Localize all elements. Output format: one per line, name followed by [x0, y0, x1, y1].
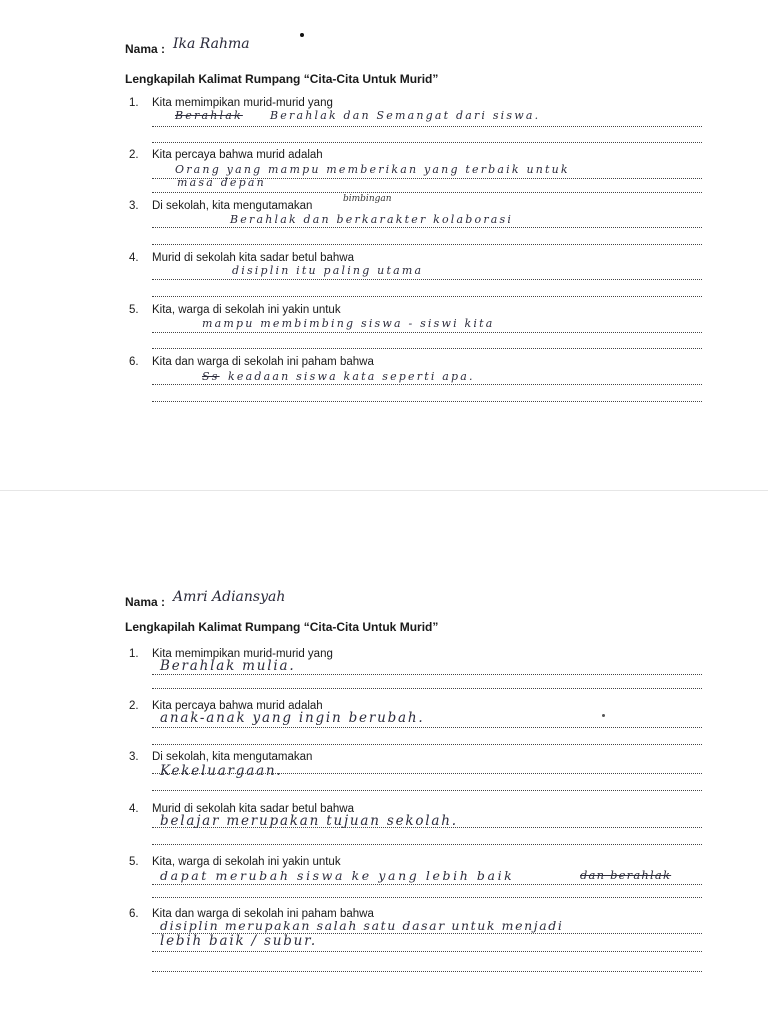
- answer-line: [152, 674, 702, 675]
- answer-line: [152, 126, 702, 127]
- struck-answer: Ss: [202, 370, 220, 383]
- struck-answer: dan berahlak: [580, 868, 672, 882]
- question-3: [125, 194, 685, 252]
- answer-line: [152, 192, 702, 193]
- handwritten-answer: disiplin itu paling utama: [232, 264, 424, 277]
- answer-line: [152, 384, 702, 385]
- answer-line: [152, 348, 702, 349]
- question-prompt: Kita percaya bahwa murid adalah: [152, 149, 323, 161]
- sheet-title: Lengkapilah Kalimat Rumpang “Cita-Cita Untuk Murid”: [125, 620, 439, 634]
- worksheet-amri-adiansyah: [0, 500, 768, 1024]
- answer-line: [152, 844, 702, 845]
- handwritten-answer: Berahlak dan Semangat dari siswa.: [270, 109, 541, 122]
- answer-line: [152, 744, 702, 745]
- answer-line: [152, 227, 702, 228]
- answer-line: [152, 142, 702, 143]
- handwritten-answer: keadaan siswa kata seperti apa.: [228, 370, 475, 383]
- question-number: 3.: [129, 751, 139, 763]
- question-number: 2.: [129, 700, 139, 712]
- handwritten-answer-continued: lebih baik / subur.: [160, 933, 317, 949]
- name-value: Ika Rahma: [173, 36, 250, 52]
- question-5: [125, 304, 685, 356]
- question-prompt: Murid di sekolah kita sadar betul bahwa: [152, 803, 355, 815]
- worksheet-ika-rahma: [0, 0, 768, 485]
- answer-line: [152, 279, 702, 280]
- question-number: 3.: [129, 200, 139, 212]
- question-prompt: Kita memimpikan murid-murid yang: [152, 97, 333, 109]
- answer-line: [152, 971, 702, 972]
- answer-line: [152, 790, 702, 791]
- ink-dot: [300, 33, 304, 37]
- handwritten-answer: Orang yang mampu memberikan yang terbaik untuk: [175, 163, 570, 176]
- answer-line: [152, 727, 702, 728]
- question-number: 6.: [129, 356, 139, 368]
- name-row: [125, 589, 286, 609]
- question-number: 2.: [129, 149, 139, 161]
- question-number: 1.: [129, 648, 139, 660]
- question-1: [125, 97, 685, 149]
- question-6: [125, 908, 685, 960]
- question-prompt: Di sekolah, kita mengutamakan: [152, 751, 313, 763]
- handwritten-answer: dapat merubah siswa ke yang lebih baik: [160, 868, 515, 883]
- question-number: 1.: [129, 97, 139, 109]
- question-3: [125, 751, 685, 803]
- name-label: Nama :: [125, 42, 166, 56]
- question-6: [125, 356, 685, 408]
- question-prompt: Kita dan warga di sekolah ini paham bahwa: [152, 356, 374, 368]
- handwritten-answer: mampu membimbing siswa - siswi kita: [202, 317, 495, 330]
- handwritten-answer: anak-anak yang ingin berubah.: [160, 710, 425, 726]
- name-label: Nama :: [125, 595, 166, 609]
- name-row: [125, 36, 250, 56]
- handwritten-answer: Berahlak mulia.: [160, 658, 296, 674]
- struck-answer: Berahlak: [175, 109, 243, 122]
- handwritten-answer: disiplin merupakan salah satu dasar untuk menjadi: [160, 918, 564, 933]
- answer-line: [152, 897, 702, 898]
- question-2: [125, 149, 685, 201]
- handwritten-answer: Kekeluargaan.: [160, 763, 283, 779]
- question-4: [125, 252, 685, 304]
- question-prompt: Di sekolah, kita mengutamakan: [152, 200, 313, 212]
- sheet-title: Lengkapilah Kalimat Rumpang “Cita-Cita Untuk Murid”: [125, 72, 439, 86]
- answer-line: [152, 951, 702, 952]
- question-4: [125, 803, 685, 855]
- question-number: 5.: [129, 304, 139, 316]
- answer-line: [152, 296, 702, 297]
- question-1: [125, 648, 685, 700]
- question-2: [125, 700, 685, 752]
- answer-line: [152, 401, 702, 402]
- answer-line: [152, 332, 702, 333]
- question-prompt: Kita percaya bahwa murid adalah: [152, 700, 323, 712]
- question-number: 5.: [129, 856, 139, 868]
- name-value: Amri Adiansyah: [173, 589, 286, 605]
- answer-line: [152, 688, 702, 689]
- answer-line: [152, 884, 702, 885]
- answer-line: [152, 827, 702, 828]
- question-prompt: Kita dan warga di sekolah ini paham bahwa: [152, 908, 374, 920]
- answer-line: [152, 773, 702, 774]
- question-number: 4.: [129, 252, 139, 264]
- ink-dot: [602, 714, 605, 717]
- question-number: 4.: [129, 803, 139, 815]
- handwritten-insertion: bimbingan: [343, 194, 392, 204]
- question-prompt: Kita, warga di sekolah ini yakin untuk: [152, 856, 341, 868]
- handwritten-answer-continued: masa depan: [177, 176, 266, 189]
- question-prompt: Kita memimpikan murid-murid yang: [152, 648, 333, 660]
- question-prompt: Kita, warga di sekolah ini yakin untuk: [152, 304, 341, 316]
- question-number: 6.: [129, 908, 139, 920]
- question-5: [125, 856, 685, 908]
- answer-line: [152, 244, 702, 245]
- sheet-separator: [0, 490, 768, 491]
- question-prompt: Murid di sekolah kita sadar betul bahwa: [152, 252, 355, 264]
- handwritten-answer: Berahlak dan berkarakter kolaborasi: [230, 213, 514, 226]
- handwritten-answer: belajar merupakan tujuan sekolah.: [160, 813, 458, 829]
